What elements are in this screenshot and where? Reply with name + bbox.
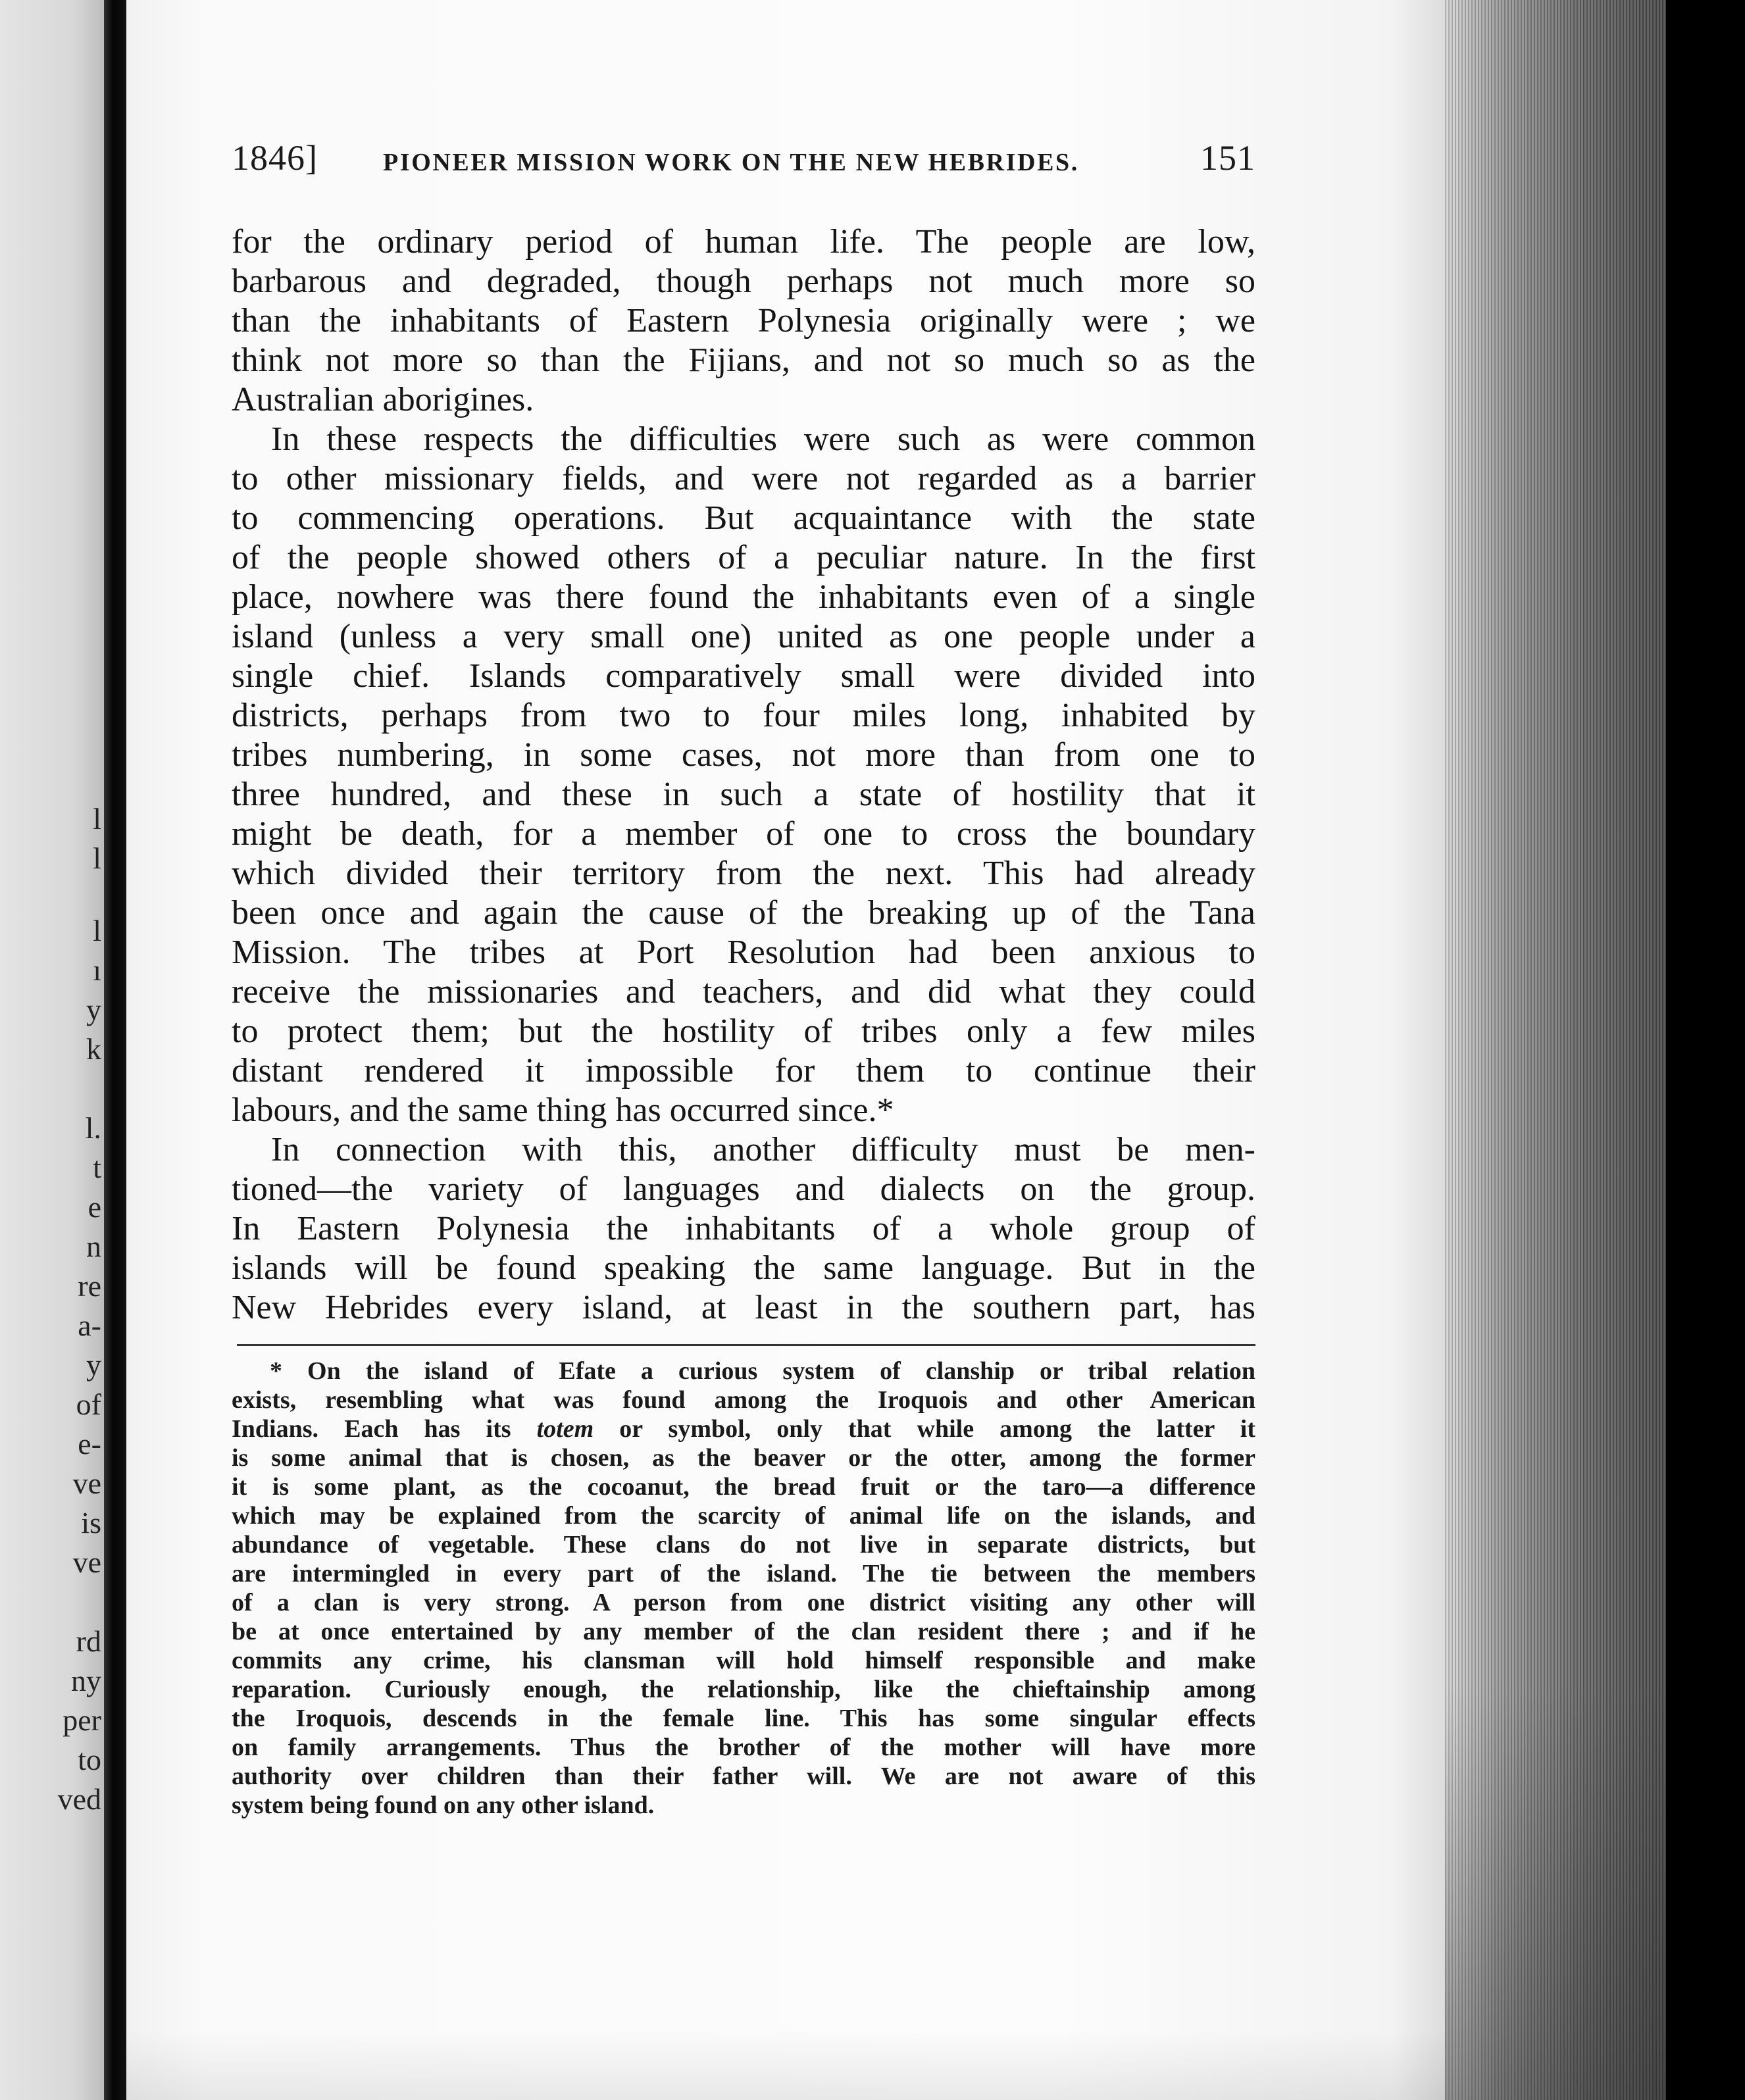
footnote-rule bbox=[237, 1344, 1255, 1346]
footnote-line: system being found on any other island. bbox=[232, 1791, 655, 1819]
prev-page-fragment: y bbox=[86, 1348, 101, 1382]
prev-page-fragment: ny bbox=[71, 1664, 101, 1697]
prev-page-fragment: y bbox=[86, 993, 101, 1026]
prev-page-fragment: a- bbox=[78, 1309, 101, 1342]
prev-page-fragment: of bbox=[76, 1388, 101, 1421]
body-line: place, nowhere was there found the inhabitants even of a single bbox=[232, 578, 1255, 616]
footnote-line: is some animal that is chosen, as the beaver or the otter, among the former bbox=[232, 1444, 1255, 1472]
body-line: which divided their territory from the next. This had already bbox=[232, 855, 1255, 892]
prev-page-fragment: e- bbox=[78, 1427, 101, 1461]
prev-page-fragment: ved bbox=[57, 1782, 101, 1816]
page-bottom-shadow bbox=[126, 2030, 1445, 2100]
scan-background bbox=[1666, 0, 1745, 2100]
prev-page-fragment: ve bbox=[72, 1545, 101, 1579]
body-line: tioned—the variety of languages and dialects on the group. bbox=[232, 1170, 1255, 1208]
running-head-title: PIONEER MISSION WORK ON THE NEW HEBRIDES. bbox=[383, 149, 1079, 176]
body-line: Australian aborigines. bbox=[232, 381, 534, 418]
body-line: tribes numbering, in some cases, not more than from one to bbox=[232, 736, 1255, 774]
body-line: receive the missionaries and teachers, and did what they could bbox=[232, 973, 1255, 1011]
footnote-line: are intermingled in every part of the island. The tie between the members bbox=[232, 1560, 1255, 1588]
prev-page-fragment: l bbox=[93, 802, 101, 836]
body-line: districts, perhaps from two to four miles long, inhabited by bbox=[232, 697, 1255, 734]
footnote-line: the Iroquois, descends in the female line. This has some singular effects bbox=[232, 1705, 1255, 1732]
body-line: three hundred, and these in such a state of hostility that it bbox=[232, 776, 1255, 813]
page-block-edges-shadow bbox=[1445, 1684, 1666, 2100]
body-line: New Hebrides every island, at least in the southern part, has bbox=[232, 1289, 1255, 1326]
body-line: distant rendered it impossible for them to continue their bbox=[232, 1052, 1255, 1089]
previous-page-edge bbox=[0, 0, 104, 2100]
footnote-italic-totem: totem bbox=[536, 1415, 594, 1443]
body-line: labours, and the same thing has occurred since.* bbox=[232, 1091, 894, 1129]
footnote-text: or symbol, only that while among the latter it bbox=[594, 1415, 1255, 1443]
prev-page-fragment: n bbox=[86, 1230, 101, 1263]
prev-page-fragment: t bbox=[93, 1151, 101, 1184]
body-text bbox=[232, 222, 1255, 1328]
prev-page-fragment: is bbox=[81, 1506, 101, 1539]
body-line: than the inhabitants of Eastern Polynesia originally were ; we bbox=[232, 302, 1255, 339]
footnote-line: it is some plant, as the cocoanut, the bread fruit or the taro—a difference bbox=[232, 1473, 1255, 1501]
prev-page-fragment: per bbox=[63, 1703, 101, 1737]
body-line: In connection with this, another difficulty must be men- bbox=[271, 1131, 1255, 1168]
footnote-text: Indians. Each has its bbox=[232, 1415, 537, 1443]
prev-page-fragment: to bbox=[78, 1743, 101, 1776]
footnote-line: commits any crime, his clansman will hold himself responsible and make bbox=[232, 1647, 1255, 1674]
footnote-line: abundance of vegetable. These clans do not live in separate districts, but bbox=[232, 1531, 1255, 1559]
prev-page-fragment: l. bbox=[85, 1111, 101, 1145]
footnote-line: * On the island of Efate a curious system of clanship or tribal relation bbox=[270, 1357, 1255, 1385]
footnote-line: reparation. Curiously enough, the relationship, like the chieftainship among bbox=[232, 1676, 1255, 1703]
body-line: single chief. Islands comparatively small were divided into bbox=[232, 657, 1255, 695]
book-gutter bbox=[104, 0, 126, 2100]
body-line: Mission. The tribes at Port Resolution had been anxious to bbox=[232, 934, 1255, 971]
body-line: to commencing operations. But acquaintance with the state bbox=[232, 499, 1255, 537]
body-line: barbarous and degraded, though perhaps not much more so bbox=[232, 262, 1255, 300]
running-head bbox=[232, 135, 1255, 188]
footnote-line: which may be explained from the scarcity of animal life on the islands, and bbox=[232, 1502, 1255, 1530]
footnote-line: be at once entertained by any member of the clan resident there ; and if he bbox=[232, 1618, 1255, 1645]
running-head-year: 1846] bbox=[232, 138, 318, 178]
prev-page-fragment: e bbox=[88, 1190, 101, 1224]
prev-page-fragment: ı bbox=[93, 953, 101, 987]
body-line: islands will be found speaking the same language. But in the bbox=[232, 1249, 1255, 1287]
body-line: for the ordinary period of human life. The people are low, bbox=[232, 223, 1255, 261]
body-line: been once and again the cause of the breaking up of the Tana bbox=[232, 894, 1255, 932]
body-line: to other missionary fields, and were not regarded as a barrier bbox=[232, 460, 1255, 497]
body-line: island (unless a very small one) united as one people under a bbox=[232, 618, 1255, 655]
prev-page-fragment: k bbox=[86, 1032, 101, 1066]
footnote bbox=[232, 1357, 1255, 1820]
prev-page-fragment: re bbox=[78, 1269, 101, 1303]
footnote-line: on family arrangements. Thus the brother of the mother will have more bbox=[232, 1734, 1255, 1761]
body-line: might be death, for a member of one to cross the boundary bbox=[232, 815, 1255, 853]
body-line: In Eastern Polynesia the inhabitants of a whole group of bbox=[232, 1210, 1255, 1247]
footnote-line bbox=[232, 1414, 1255, 1443]
prev-page-fragment: ve bbox=[72, 1466, 101, 1500]
prev-page-fragment: l bbox=[93, 841, 101, 875]
footnote-line: of a clan is very strong. A person from one district visiting any other will bbox=[232, 1589, 1255, 1616]
footnote-line: authority over children than their father will. We are not aware of this bbox=[232, 1763, 1255, 1790]
body-line: In these respects the difficulties were such as were common bbox=[271, 420, 1255, 458]
prev-page-fragment: rd bbox=[76, 1624, 101, 1658]
body-line: to protect them; but the hostility of tribes only a few miles bbox=[232, 1013, 1255, 1050]
body-line: of the people showed others of a peculiar nature. In the first bbox=[232, 539, 1255, 576]
body-line: think not more so than the Fijians, and not so much so as the bbox=[232, 341, 1255, 379]
page-number: 151 bbox=[1200, 138, 1255, 178]
footnote-line: exists, resembling what was found among the Iroquois and other American bbox=[232, 1386, 1255, 1414]
prev-page-fragment: l bbox=[93, 914, 101, 947]
